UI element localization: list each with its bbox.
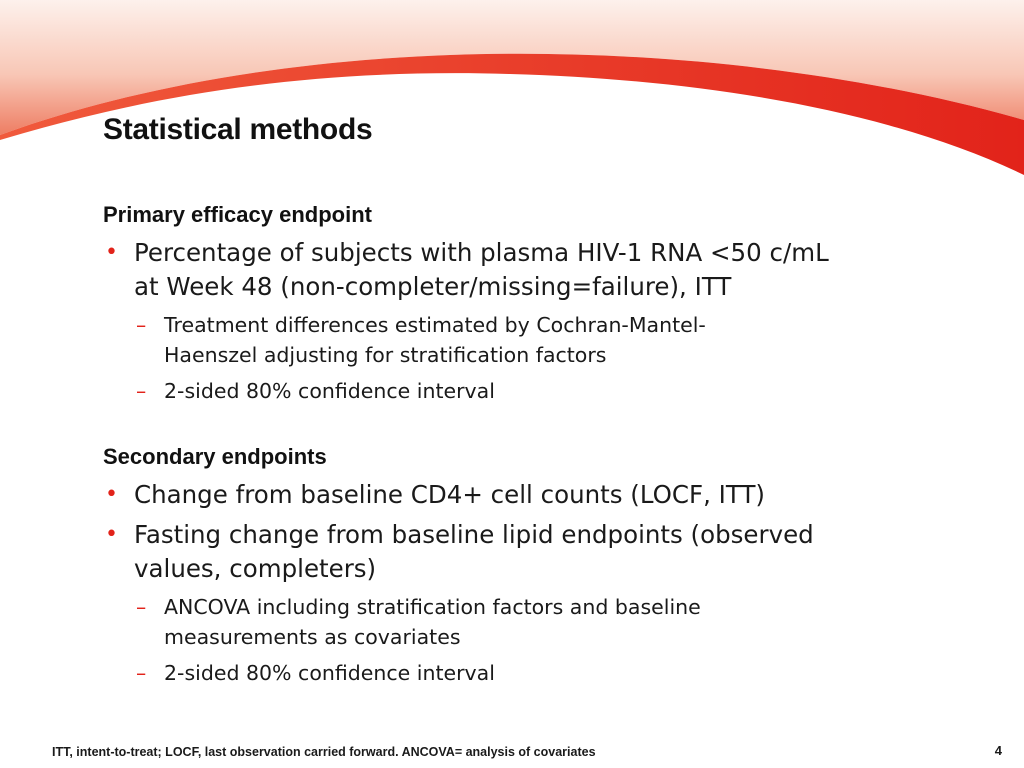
page-number: 4 <box>994 743 1002 758</box>
bullet-marker: • <box>105 482 118 507</box>
sub-bullet-item <box>103 310 963 370</box>
sub-bullet-item <box>103 592 963 652</box>
sub-bullet-line: measurements as covariates <box>164 625 461 649</box>
bullet-line: Percentage of subjects with plasma HIV-1 RNA <50 c/mL <box>134 238 829 267</box>
section-heading-secondary: Secondary endpoints <box>103 444 327 469</box>
bullet-line: Change from baseline CD4+ cell counts (LOCF, ITT) <box>134 480 765 509</box>
footnote: ITT, intent-to-treat; LOCF, last observation carried forward. ANCOVA= analysis of covariates <box>52 745 596 759</box>
sub-bullet-line: Haenszel adjusting for stratification factors <box>164 343 607 367</box>
slide-title: Statistical methods <box>103 113 373 146</box>
sub-bullet-line: 2-sided 80% confidence interval <box>164 661 495 685</box>
bullet-item <box>103 236 963 304</box>
bullet-item <box>103 478 963 512</box>
sub-bullet-marker: – <box>136 313 147 337</box>
sub-bullet-line: ANCOVA including stratification factors and baseline <box>164 595 701 619</box>
bullet-line: Fasting change from baseline lipid endpoints (observed <box>134 520 814 549</box>
section-heading-primary: Primary efficacy endpoint <box>103 202 372 227</box>
bullet-marker: • <box>105 240 118 265</box>
bullet-item <box>103 518 963 586</box>
sub-bullet-item <box>103 658 963 688</box>
bullet-marker: • <box>105 522 118 547</box>
bullet-line: values, completers) <box>134 554 377 583</box>
sub-bullet-line: 2-sided 80% confidence interval <box>164 379 495 403</box>
sub-bullet-line: Treatment differences estimated by Cochran-Mantel- <box>164 313 706 337</box>
sub-bullet-item <box>103 376 963 406</box>
sub-bullet-marker: – <box>136 379 147 403</box>
header-decoration <box>0 0 1024 180</box>
slide-body <box>103 200 963 688</box>
bullet-line: at Week 48 (non-completer/missing=failure), ITT <box>134 272 732 301</box>
sub-bullet-marker: – <box>136 661 147 685</box>
sub-bullet-marker: – <box>136 595 147 619</box>
